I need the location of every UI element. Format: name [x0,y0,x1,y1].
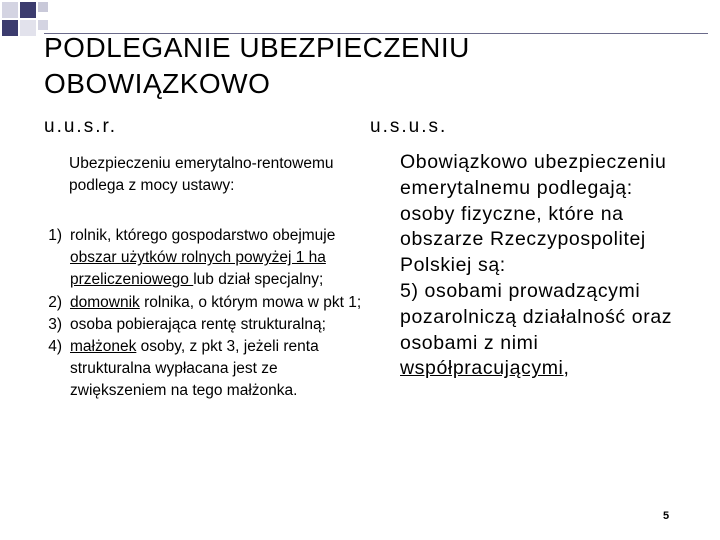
right-paragraph-1: Obowiązkowo ubezpieczeniu emerytalnemu podlegają: osoby fizyczne, które na obszarze Rzeczypospolitej Polskiej są: [400,151,667,277]
item-underlined-text: małżonek [70,338,137,356]
item-text-tail: osoby, z pkt 3, jeżeli renta strukturalna wypłacana jest ze zwiększeniem na tego małżonka. [70,338,319,400]
right-column-text [400,150,690,382]
list-item [22,292,362,314]
right-p2-text: 5) osobami prowadzącymi pozarolniczą działalność oraz osobami z nimi [400,279,673,354]
item-text: osoba pobierająca rentę strukturalną; [70,315,326,333]
page-title [44,30,684,102]
item-underlined-text: domownik [70,293,140,311]
item-number: 4) [48,338,62,356]
item-number: 3) [48,315,62,333]
left-heading: u.u.s.r. [44,116,118,137]
right-heading: u.s.u.s. [370,116,448,137]
right-p2-underlined: współpracującymi [400,357,564,380]
coverage-list [22,225,362,403]
list-item [22,314,362,336]
item-text-tail: lub dział specjalny; [193,271,324,289]
title-line-2: OBOWIĄZKOWO [44,68,271,99]
page-number: 5 [663,510,670,522]
list-item [22,336,362,403]
item-text: rolnik, którego gospodarstwo obejmuje [70,227,336,244]
item-text-tail: rolnika, o którym mowa w pkt 1; [139,293,362,311]
item-number: 2) [48,293,62,311]
right-p2-tail: , [563,357,570,380]
right-paragraph-2 [400,279,690,382]
item-number: 1) [48,227,62,244]
title-line-1: PODLEGANIE UBEZPIECZENIU [44,32,470,63]
list-item [22,225,362,292]
item-underlined-text: obszar użytków rolnych powyżej 1 ha przeliczeniowego [70,249,326,289]
intro-text: Ubezpieczeniu emerytalno-rentowemu podlega z mocy ustawy: [69,155,334,194]
